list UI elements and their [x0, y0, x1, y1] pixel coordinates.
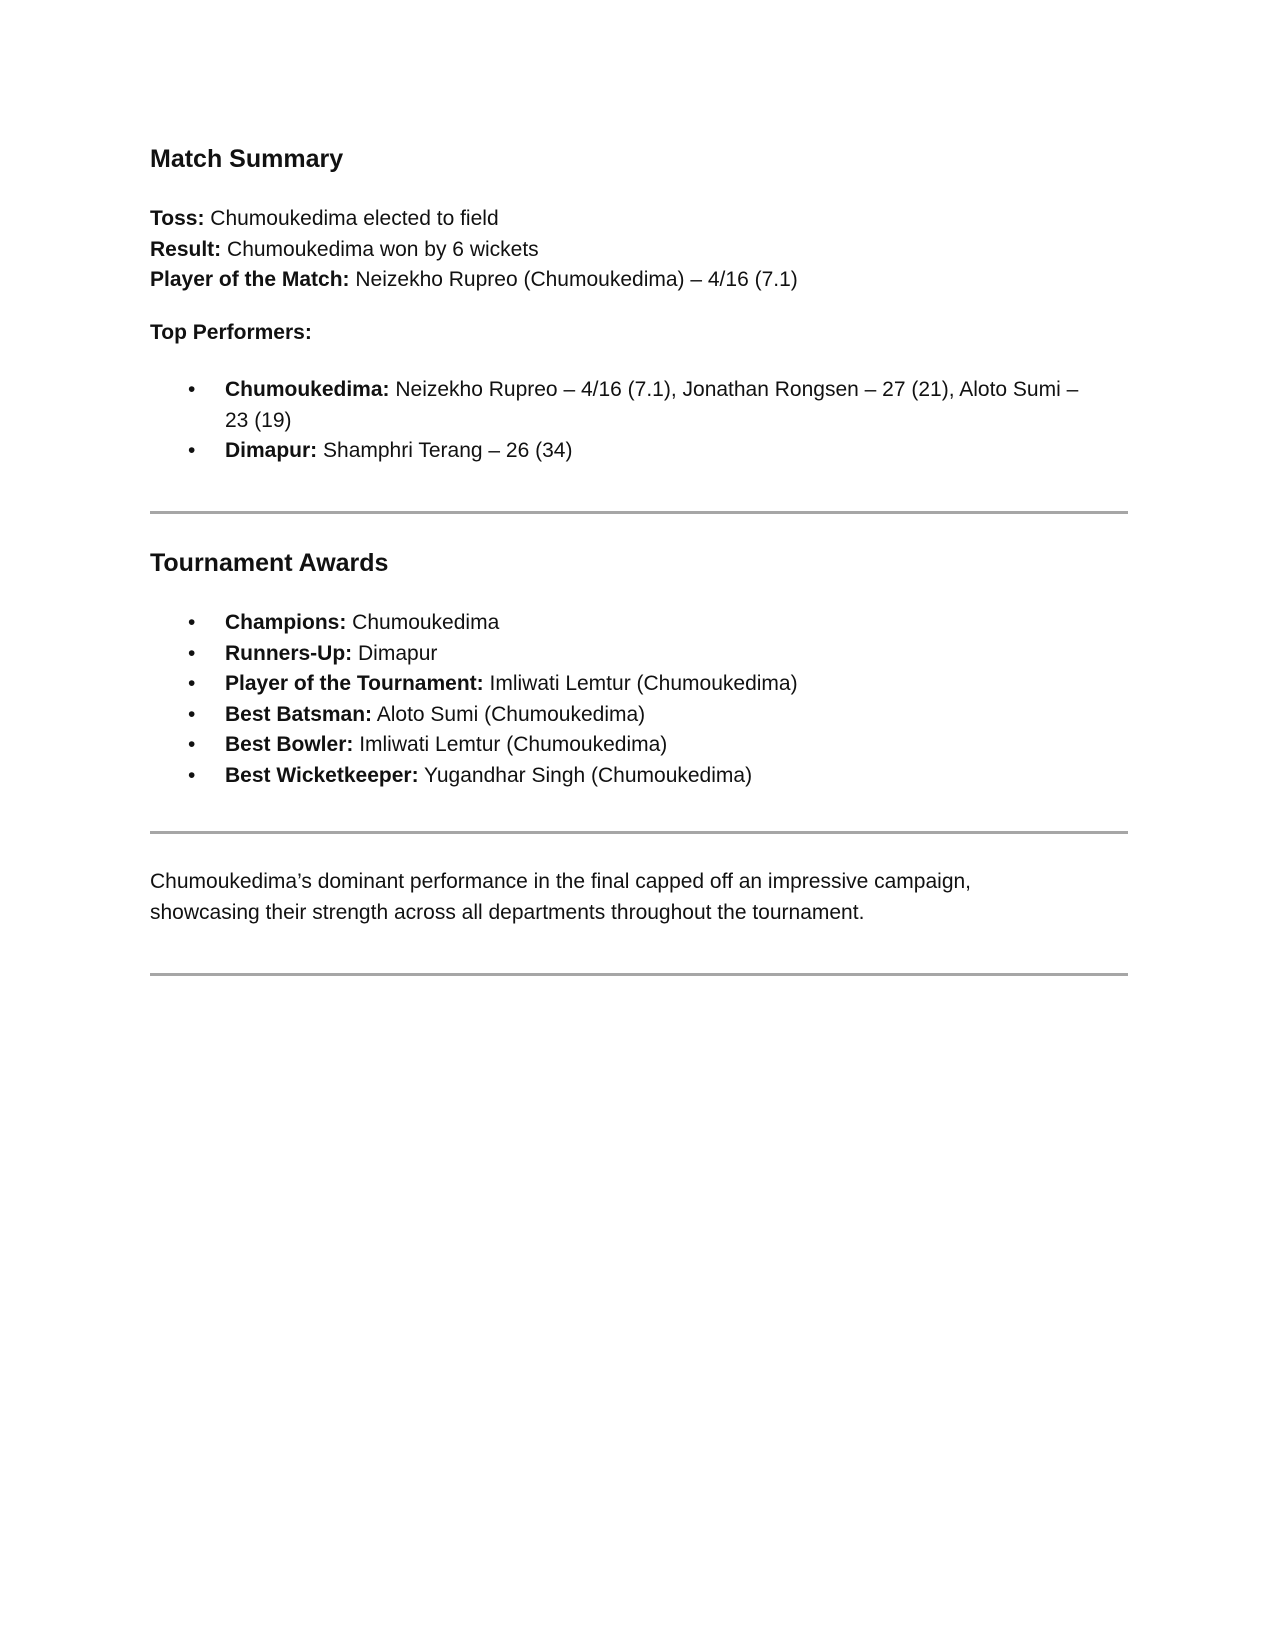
top-performers-list: [150, 375, 1080, 467]
award-value: Dimapur: [352, 641, 438, 665]
award-label: Best Batsman:: [225, 702, 373, 726]
performer-detail: Shamphri Terang – 26 (34): [317, 439, 573, 462]
toss-line: [150, 204, 1130, 235]
award-label: Best Bowler:: [225, 733, 354, 756]
bullet-icon: •: [188, 672, 196, 695]
list-item: [150, 730, 1080, 761]
list-item: [150, 639, 1080, 670]
awards-list: [150, 608, 1080, 791]
toss-label: Toss:: [150, 207, 205, 230]
performer-detail: Neizekho Rupreo – 4/16 (7.1), Jonathan Rongsen – 27 (21), Aloto Sumi – 23 (19): [225, 378, 1079, 432]
result-label: Result:: [150, 237, 222, 261]
list-item: [150, 436, 1080, 467]
match-summary-heading: Match Summary: [150, 145, 344, 173]
award-label: Runners-Up:: [225, 641, 353, 665]
performer-team: Chumoukedima:: [225, 378, 390, 401]
bullet-icon: •: [188, 439, 196, 462]
closing-paragraph: Chumoukedima’s dominant performance in the final capped off an impressive campaign, showcasing their strength across all departments throughout the tournament.: [150, 870, 972, 924]
bullet-icon: •: [188, 733, 196, 756]
award-label: Best Wicketkeeper:: [225, 763, 419, 787]
award-value: Chumoukedima: [346, 611, 500, 634]
award-value: Imliwati Lemtur (Chumoukedima): [353, 733, 668, 756]
tournament-awards-heading: Tournament Awards: [150, 549, 389, 577]
top-performers-heading: [150, 318, 312, 349]
horizontal-divider: [150, 831, 1128, 834]
bullet-icon: •: [188, 702, 196, 726]
list-item: [150, 669, 1080, 700]
horizontal-divider: [150, 973, 1128, 976]
list-item: [150, 375, 1080, 436]
top-performers-label: Top Performers:: [150, 321, 312, 344]
award-label: Player of the Tournament:: [225, 672, 484, 695]
player-of-match-label: Player of the Match:: [150, 268, 350, 291]
horizontal-divider: [150, 511, 1128, 514]
bullet-icon: •: [188, 378, 196, 401]
list-item: [150, 608, 1080, 639]
bullet-icon: •: [188, 763, 196, 787]
result-value: Chumoukedima won by 6 wickets: [221, 237, 539, 261]
player-of-match-line: [150, 265, 1130, 296]
result-line: [150, 235, 1130, 266]
bullet-icon: •: [188, 611, 196, 634]
performer-team: Dimapur:: [225, 439, 318, 462]
toss-value: Chumoukedima elected to field: [204, 207, 499, 230]
award-value: Imliwati Lemtur (Chumoukedima): [483, 672, 798, 695]
player-of-match-value: Neizekho Rupreo (Chumoukedima) – 4/16 (7.1): [349, 268, 798, 291]
list-item: [150, 761, 1080, 792]
award-value: Aloto Sumi (Chumoukedima): [372, 702, 646, 726]
list-item: [150, 700, 1080, 731]
award-value: Yugandhar Singh (Chumoukedima): [418, 763, 753, 787]
match-details: [150, 204, 1130, 296]
award-label: Champions:: [225, 611, 347, 634]
bullet-icon: •: [188, 641, 196, 665]
